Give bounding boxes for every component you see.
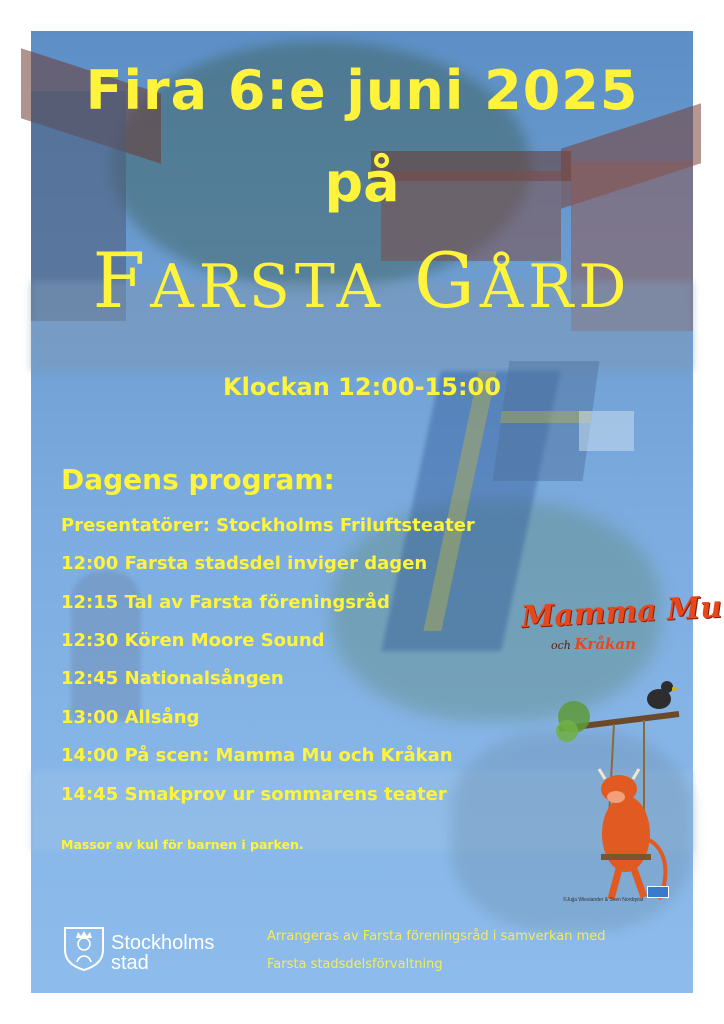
kids-note: Massor av kul för barnen i parken. bbox=[61, 837, 304, 852]
program-item: 13:00 Allsång bbox=[61, 707, 200, 728]
poster bbox=[31, 31, 723, 993]
title-farsta-gard bbox=[31, 236, 693, 325]
publisher-logo-icon bbox=[647, 886, 669, 898]
program-heading: Dagens program: bbox=[61, 463, 335, 496]
footer-line-2: Farsta stadsdelsförvaltning bbox=[267, 957, 443, 972]
mamma-mu-och: och bbox=[551, 639, 571, 652]
program-item: 12:15 Tal av Farsta föreningsråd bbox=[61, 592, 390, 613]
logo-line-1: Stockholms bbox=[111, 932, 215, 954]
title-f: F bbox=[92, 236, 151, 325]
footer-line-1: Arrangeras av Farsta föreningsråd i samverkan med bbox=[267, 929, 606, 944]
event-time: Klockan 12:00-15:00 bbox=[223, 373, 501, 401]
logo-text bbox=[111, 933, 214, 973]
logo-line-2: stad bbox=[111, 952, 149, 974]
illustration-credit: ©Jujja Wieslander & Sven Nordqvist bbox=[563, 897, 644, 903]
program-item: Presentatörer: Stockholms Friluftsteater bbox=[61, 515, 475, 536]
program-item: 14:45 Smakprov ur sommarens teater bbox=[61, 784, 447, 805]
title-g: G bbox=[414, 236, 480, 325]
program-item: 12:45 Nationalsången bbox=[61, 668, 284, 689]
mamma-mu-subtitle bbox=[551, 635, 636, 653]
program-item: 12:00 Farsta stadsdel inviger dagen bbox=[61, 553, 428, 574]
program-item: 12:30 Kören Moore Sound bbox=[61, 630, 325, 651]
mamma-mu-title: Mamma Mu bbox=[520, 589, 723, 636]
title-pa: på bbox=[324, 151, 400, 214]
mamma-mu-krakan: Kråkan bbox=[574, 635, 637, 653]
flower-box bbox=[579, 411, 634, 451]
program-item: 14:00 På scen: Mamma Mu och Kråkan bbox=[61, 745, 453, 766]
title-date: Fira 6:e juni 2025 bbox=[85, 59, 639, 122]
title-ard: ÅRD bbox=[479, 252, 632, 322]
title-arsta: ARSTA bbox=[150, 252, 385, 322]
